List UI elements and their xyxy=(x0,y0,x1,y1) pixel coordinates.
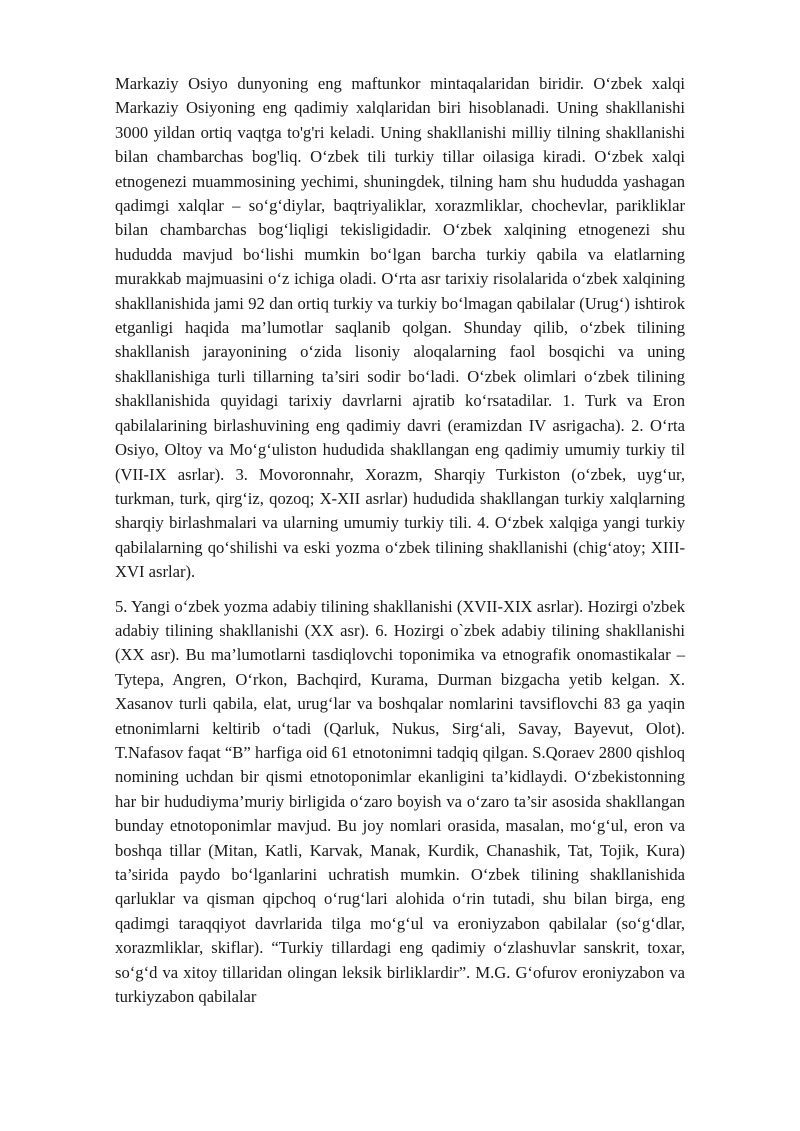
paragraph-2: 5. Yangi o‘zbek yozma adabiy tilining shakllanishi (XVII-XIX asrlar). Hozirgi o'zbek adabiy tilining shakllanishi (XX asr). 6. Hozirgi o`zbek adabiy tilining shakllanishi (XX asr). Bu ma’lumotlarni tasdiqlovchi toponimika va etnografik onomastikalar – Tytepa, Angren, O‘rkon, Bachqird, Kurama, Durman bizgacha yetib kelgan. X. Xasanov turli qabila, elat, urug‘lar va boshqalar nomlarini tavsiflovchi 83 ga yaqin etnonimlarni keltirib o‘tadi (Qarluk, Nukus, Sirg‘ali, Savay, Bayevut, Olot). T.Nafasov faqat “B” harfiga oid 61 etnotonimni tadqiq qilgan. S.Qoraev 2800 qishloq nomining uchdan bir qismi etnotoponimlar ekanligini ta’kidlaydi. O‘zbekistonning har bir hududiyma’muriy birligida o‘zaro boyish va o‘zaro ta’sir asosida shakllangan bunday etnotoponimlar mavjud. Bu joy nomlari orasida, masalan, mo‘g‘ul, eron va boshqa tillar (Mitan, Katli, Karvak, Manak, Kurdik, Chanashik, Tat, Tojik, Kura) ta’sirida paydo bo‘lganlarini uchratish mumkin. O‘zbek tilining shakllanishida qarluklar va qisman qipchoq o‘rug‘lari alohida o‘rin tutadi, shu bilan birga, eng qadimgi taraqqiyot davrlarida tilga mo‘g‘ul va eroniyzabon qabilalar (so‘g‘dlar, xorazmliklar, skiflar). “Turkiy tillardagi eng qadimiy o‘zlashuvlar sanskrit, toxar, so‘g‘d va xitoy tillaridan olingan leksik birliklardir”. M.G. G‘ofurov eroniyzabon va turkiyzabon qabilalar xyxy=(115,596,685,1007)
body-text xyxy=(115,72,685,1009)
paragraph-1: Markaziy Osiyo dunyoning eng maftunkor mintaqalaridan biridir. O‘zbek xalqi Markaziy Osiyoning eng qadimiy xalqlaridan biri hisoblanadi. Uning shakllanishi 3000 yildan ortiq vaqtga to'g'ri keladi. Uning shakllanishi milliy tilning shakllanishi bilan chambarchas bog'liq. O‘zbek tili turkiy tillar oilasiga kiradi. O‘zbek xalqi etnogenezi muammosining yechimi, shuningdek, tilning ham shu hududda yashagan qadimgi xalqlar – so‘g‘diylar, baqtriyaliklar, xorazmliklar, chochevlar, parikliklar bilan chambarchas bog‘liqligi tekisligidadir. O‘zbek xalqining etnogenezi shu hududda mavjud bo‘lishi mumkin bo‘lgan barcha turkiy qabila va elatlarning murakkab majmuasini o‘z ichiga oladi. O‘rta asr tarixiy risolalarida o‘zbek xalqining shakllanishida jami 92 dan ortiq turkiy va turkiy bo‘lmagan qabilalar (Urug‘) ishtirok etganligi haqida ma’lumotlar saqlanib qolgan. Shunday qilib, o‘zbek tilining shakllanish jarayonining o‘zida lisoniy aloqalarning faol bosqichi va uning shakllanishiga turli tillarning ta’siri sodir bo‘ladi. O‘zbek olimlari o‘zbek tilining shakllanishida quyidagi tarixiy davrlarni ajratib ko‘rsatadilar. 1. Turk va Eron qabilalarining birlashuvining eng qadimiy davri (eramizdan IV asrigacha). 2. O‘rta Osiyo, Oltoy va Mo‘g‘uliston hududida shakllangan eng qadimiy umumiy turkiy til (VII-IX asrlar). 3. Movoronnahr, Xorazm, Sharqiy Turkiston (o‘zbek, uyg‘ur, turkman, turk, qirg‘iz, qozoq; X-XII asrlar) hududida shakllangan turkiy xalqlarning sharqiy birlashmalari va ularning umumiy turkiy tili. 4. O‘zbek xalqiga yangi turkiy qabilalarning qo‘shilishi va eski yozma o‘zbek tilining shakllanishi (chig‘atoy; XIII-XVI asrlar). xyxy=(115,74,685,582)
